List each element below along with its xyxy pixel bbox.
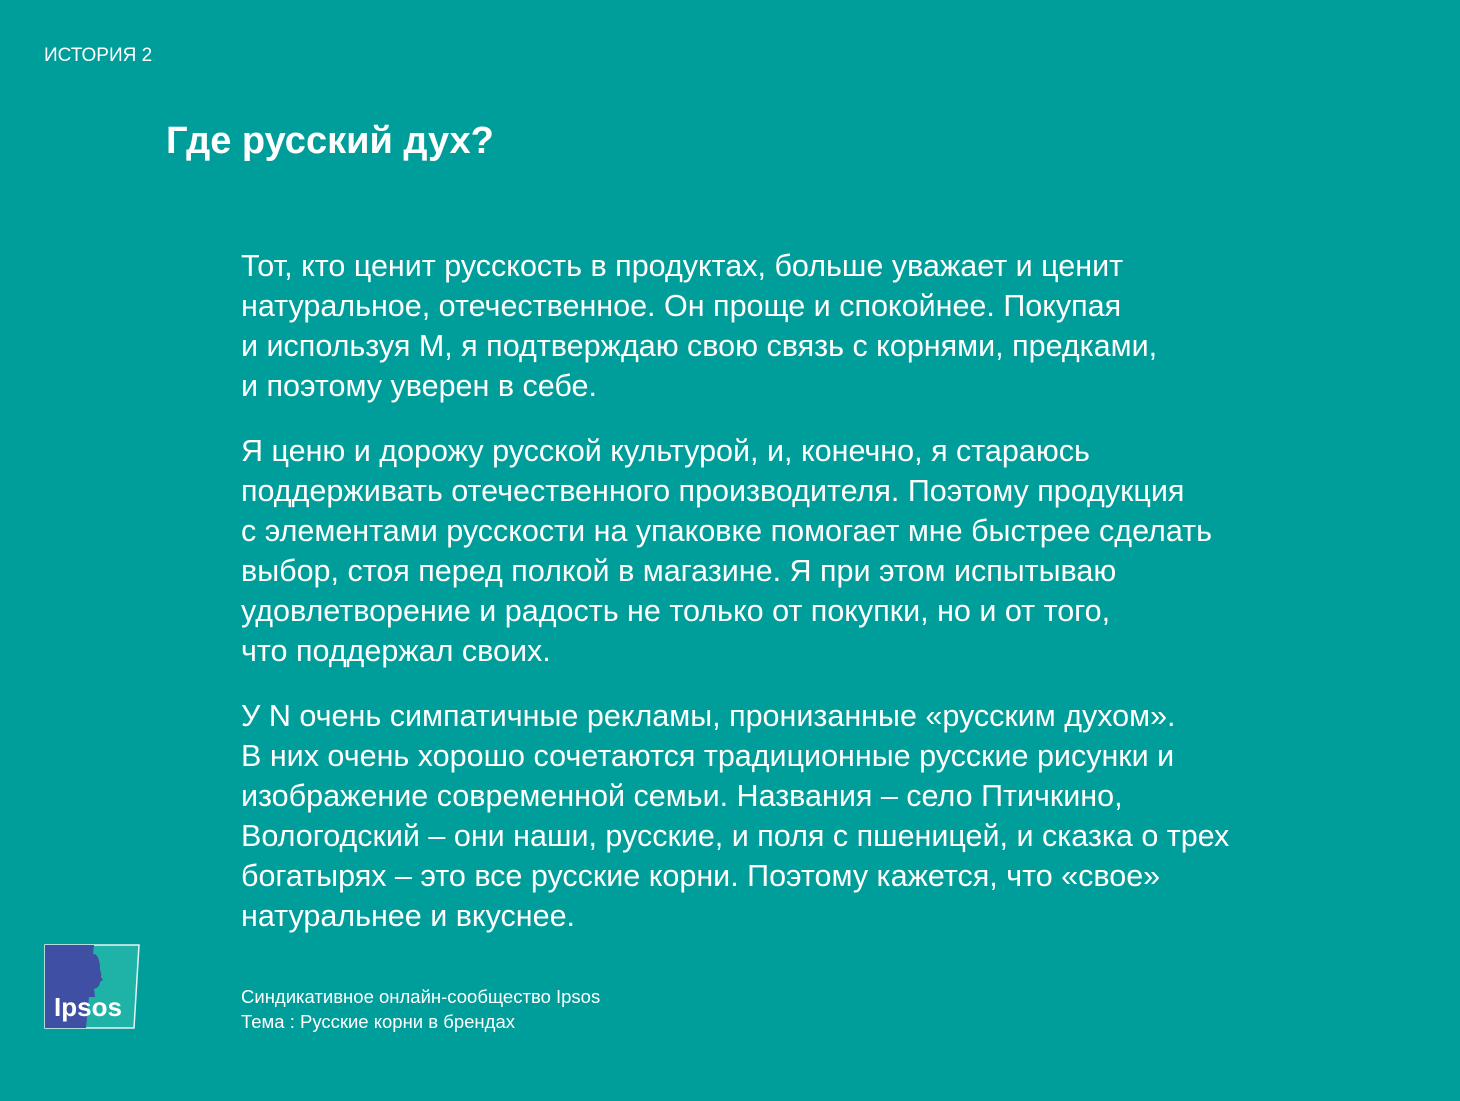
svg-text:Ipsos: Ipsos	[54, 992, 122, 1022]
ipsos-logo	[44, 944, 140, 1030]
section-label: ИСТОРИЯ 2	[44, 45, 153, 66]
footer-topic: Тема : Русские корни в брендах	[241, 1011, 515, 1032]
quote-paragraph: Тот, кто ценит русскость в продуктах, больше уважает и ценит натуральное, отечественное. Он проще и спокойнее. Покупая и используя М, я подтверждаю свою связь с корнями, предками, и поэтому уверен в себе.	[241, 249, 1158, 403]
quote-paragraph: У N очень симпатичные рекламы, пронизанные «русским духом». В них очень хорошо сочетаются традиционные русские рисунки и изображение современной семьи. Названия – село Птичкино, Вологодский – они наши, русские, и поля с пшеницей, и сказка о трех богатырях – это все русские корни. Поэтому кажется, что «свое» натуральнее и вкуснее.	[241, 699, 1230, 933]
slide-title: Где русский дух?	[166, 120, 494, 162]
footer	[241, 984, 600, 1034]
quote-paragraph: Я ценю и дорожу русской культурой, и, конечно, я стараюсь поддерживать отечественного производителя. Поэтому продукция с элементами русскости на упаковке помогает мне быстрее сделать выбор, стоя перед полкой в магазине. Я при этом испытываю удовлетворение и радость не только от покупки, но и от того, что поддержал своих.	[241, 434, 1212, 668]
footer-source: Синдикативное онлайн-сообщество Ipsos	[241, 986, 601, 1007]
slide-body	[241, 246, 1361, 961]
